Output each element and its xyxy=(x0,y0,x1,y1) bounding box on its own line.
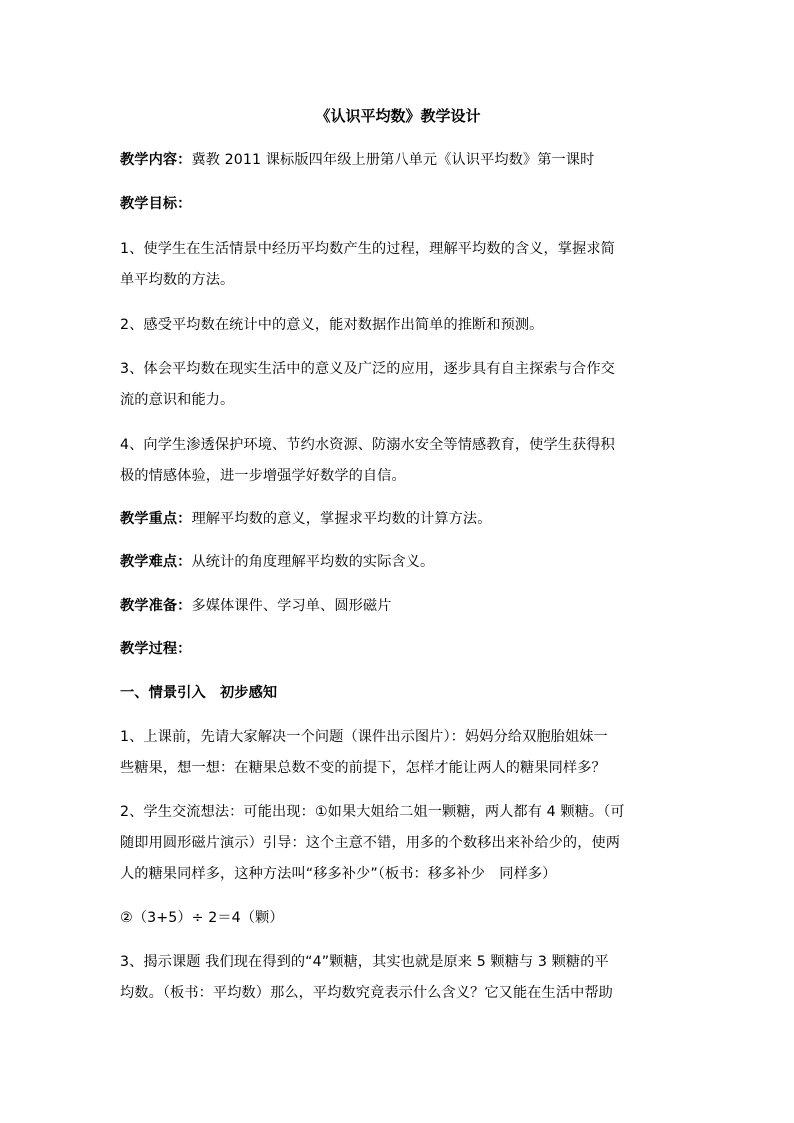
teaching-content-label: 教学内容： xyxy=(120,152,192,168)
step-3-line-1: 3、揭示课题 我们现在得到的“4”颗糖，其实也就是原来 5 颗糖与 3 颗糖的平 xyxy=(120,954,609,970)
preparation-label: 教学准备： xyxy=(120,598,192,614)
step-3-line-2: 均数。（板书：平均数）那么，平均数究竟表示什么含义？它又能在生活中帮助 xyxy=(120,985,613,1001)
goal-4-line-1: 4、向学生渗透保护环境、节约水资源、防溺水安全等情感教育，使学生获得积 xyxy=(120,437,615,453)
step-2-formula: ②（3+5）÷ 2＝4（颗） xyxy=(120,910,284,926)
goal-3-line-1: 3、体会平均数在现实生活中的意义及广泛的应用，逐步具有自主探索与合作交 xyxy=(120,361,615,377)
key-point-label: 教学重点： xyxy=(120,511,192,527)
step-2-line-1: 2、学生交流想法：可能出现：①如果大姐给二姐一颗糖，两人都有 4 颗糖。（可 xyxy=(120,804,625,820)
difficulty-line xyxy=(120,546,676,579)
preparation-text: 多媒体课件、学习单、圆形磁片 xyxy=(191,598,392,614)
teaching-content-line xyxy=(120,144,676,177)
teaching-content-text: 冀教 2011 课标版四年级上册第八单元《认识平均数》第一课时 xyxy=(191,152,595,168)
goal-3-line-2: 流的意识和能力。 xyxy=(120,392,235,408)
step-2-line-3: 人的糖果同样多，这种方法叫“移多补少”（板书：移多补少 同样多） xyxy=(120,866,557,882)
goal-1-line-2: 单平均数的方法。 xyxy=(120,272,235,288)
document-title: 《认识平均数》教学设计 xyxy=(315,107,481,125)
key-point-line xyxy=(120,503,676,536)
preparation-line xyxy=(120,590,676,623)
step-2-line-2: 随即用圆形磁片演示）引导：这个主意不错，用多的个数移出来补给少的，使两 xyxy=(120,835,621,851)
document-page xyxy=(120,0,676,1123)
step-1-line-2: 些糖果，想一想：在糖果总数不变的前提下，怎样才能让两人的糖果同样多？ xyxy=(120,760,606,776)
difficulty-text: 从统计的角度理解平均数的实际含义。 xyxy=(191,554,435,570)
goal-1-line-1: 1、使学生在生活情景中经历平均数产生的过程，理解平均数的含义，掌握求简 xyxy=(120,241,615,257)
teaching-goals-label: 教学目标： xyxy=(120,196,192,212)
step-1-line-1: 1、上课前，先请大家解决一个问题（课件出示图片）：妈妈分给双胞胎姐妹一 xyxy=(120,729,608,745)
goal-2-line-1: 2、感受平均数在统计中的意义，能对数据作出简单的推断和预测。 xyxy=(120,317,544,333)
teaching-process-label: 教学过程： xyxy=(120,641,192,657)
goal-4-line-2: 极的情感体验，进一步增强学好数学的自信。 xyxy=(120,468,406,484)
key-point-text: 理解平均数的意义，掌握求平均数的计算方法。 xyxy=(191,511,492,527)
difficulty-label: 教学难点： xyxy=(120,554,192,570)
section-1-heading: 一、情景引入 初步感知 xyxy=(120,685,278,701)
